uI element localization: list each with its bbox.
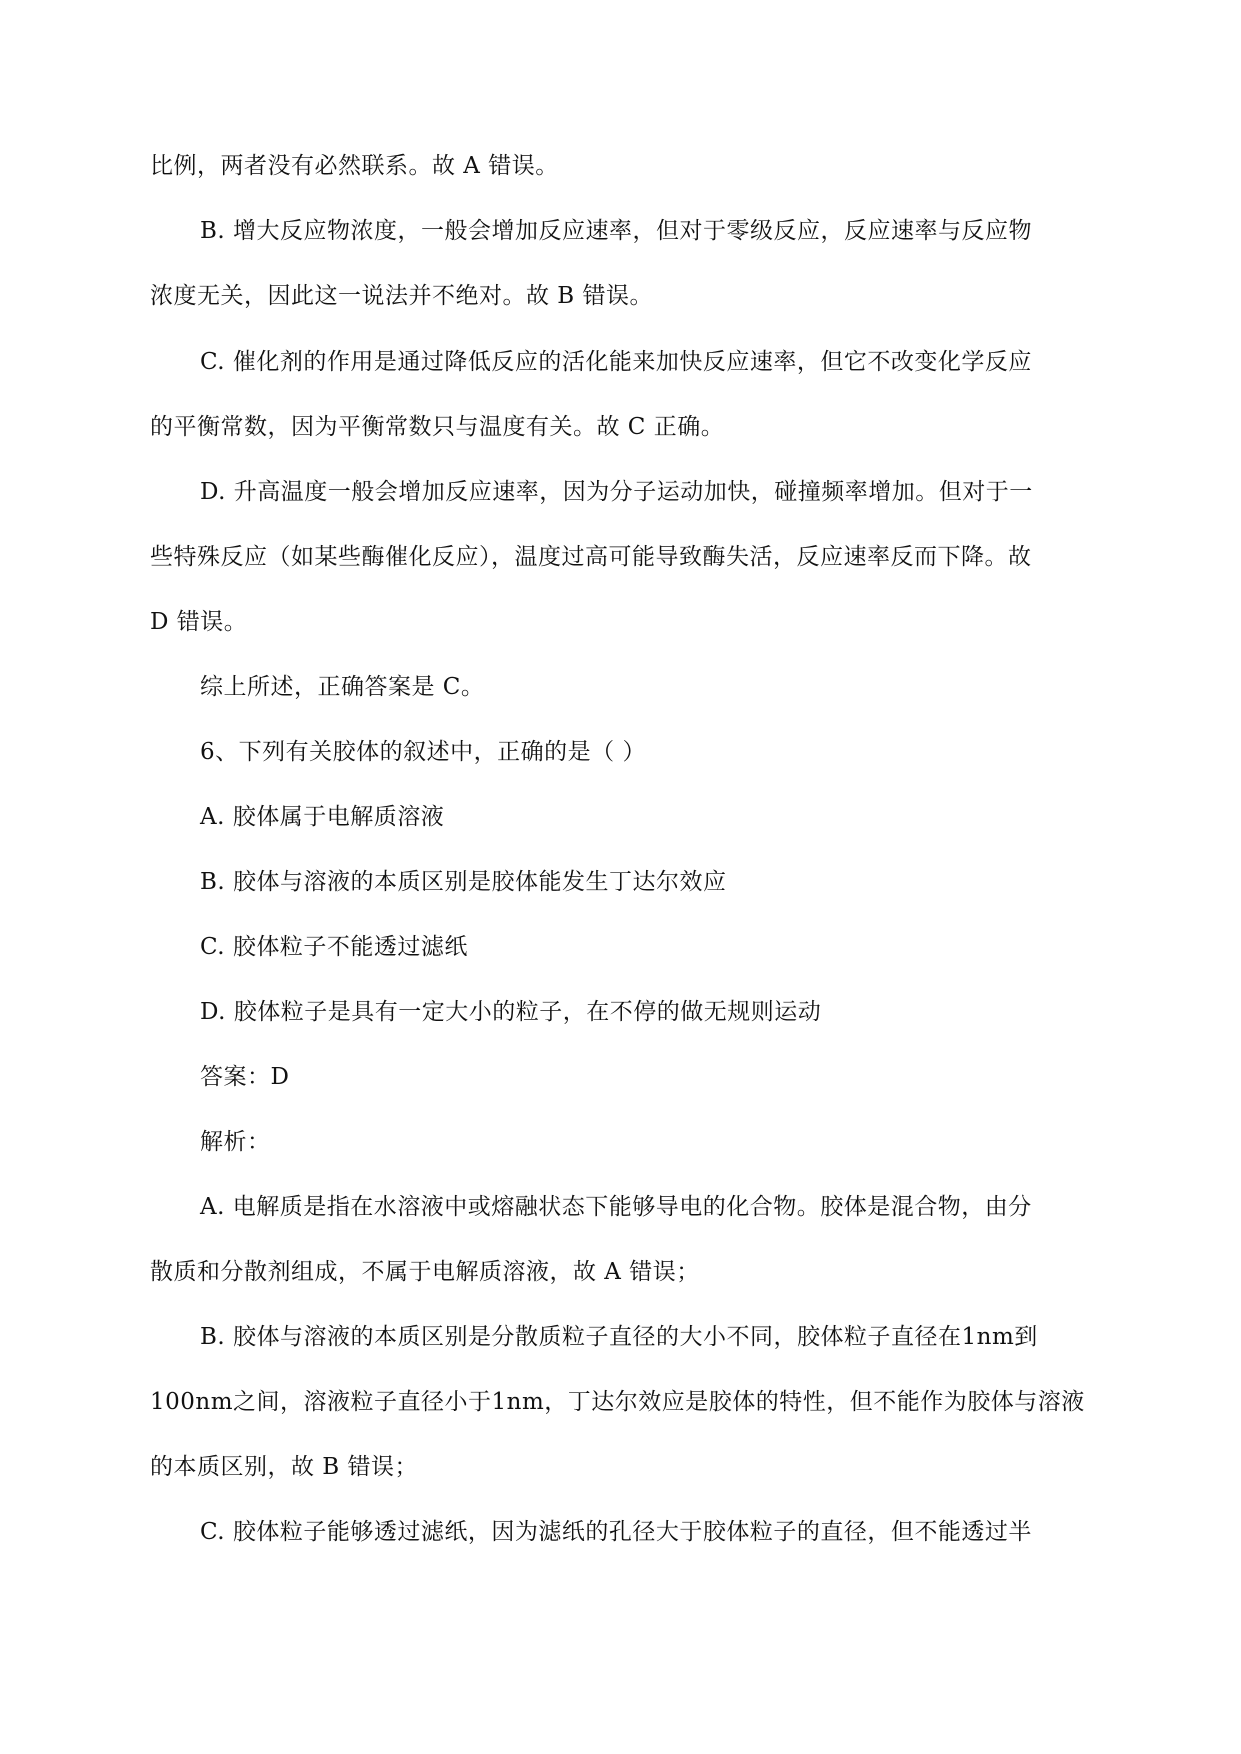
text-line: D. 升高温度一般会增加反应速率，因为分子运动加快，碰撞频率增加。但对于一 bbox=[200, 479, 1033, 505]
question-title: 6、下列有关胶体的叙述中，正确的是（ ） bbox=[200, 739, 646, 765]
text-line: C. 胶体粒子能够透过滤纸，因为滤纸的孔径大于胶体粒子的直径，但不能透过半 bbox=[200, 1519, 1032, 1545]
text-line: C. 催化剂的作用是通过降低反应的活化能来加快反应速率，但它不改变化学反应 bbox=[200, 349, 1032, 375]
text-line: A. 电解质是指在水溶液中或熔融状态下能够导电的化合物。胶体是混合物，由分 bbox=[200, 1194, 1032, 1220]
text-line: 的平衡常数，因为平衡常数只与温度有关。故 C 正确。 bbox=[150, 414, 725, 440]
text-line: D 错误。 bbox=[150, 609, 248, 635]
text-line: B. 胶体与溶液的本质区别是分散质粒子直径的大小不同，胶体粒子直径在1nm到 bbox=[200, 1324, 1038, 1350]
text-line: 些特殊反应（如某些酶催化反应），温度过高可能导致酶失活，反应速率反而下降。故 bbox=[150, 544, 1032, 570]
option-b: B. 胶体与溶液的本质区别是胶体能发生丁达尔效应 bbox=[200, 869, 727, 895]
text-line: 综上所述，正确答案是 C。 bbox=[200, 674, 485, 700]
option-a: A. 胶体属于电解质溶液 bbox=[200, 804, 445, 830]
analysis-heading: 解析： bbox=[200, 1129, 271, 1155]
text-line: 散质和分散剂组成，不属于电解质溶液，故 A 错误； bbox=[150, 1259, 700, 1285]
option-c: C. 胶体粒子不能透过滤纸 bbox=[200, 934, 468, 960]
text-line: B. 增大反应物浓度，一般会增加反应速率，但对于零级反应，反应速率与反应物 bbox=[200, 218, 1033, 244]
text-line: 比例，两者没有必然联系。故 A 错误。 bbox=[150, 153, 559, 179]
text-line: 100nm之间，溶液粒子直径小于1nm，丁达尔效应是胶体的特性，但不能作为胶体与溶液 bbox=[150, 1389, 1085, 1415]
answer-line: 答案：D bbox=[200, 1064, 290, 1090]
text-line: 的本质区别，故 B 错误； bbox=[150, 1454, 419, 1480]
text-line: 浓度无关，因此这一说法并不绝对。故 B 错误。 bbox=[150, 283, 654, 309]
option-d: D. 胶体粒子是具有一定大小的粒子，在不停的做无规则运动 bbox=[200, 999, 822, 1025]
